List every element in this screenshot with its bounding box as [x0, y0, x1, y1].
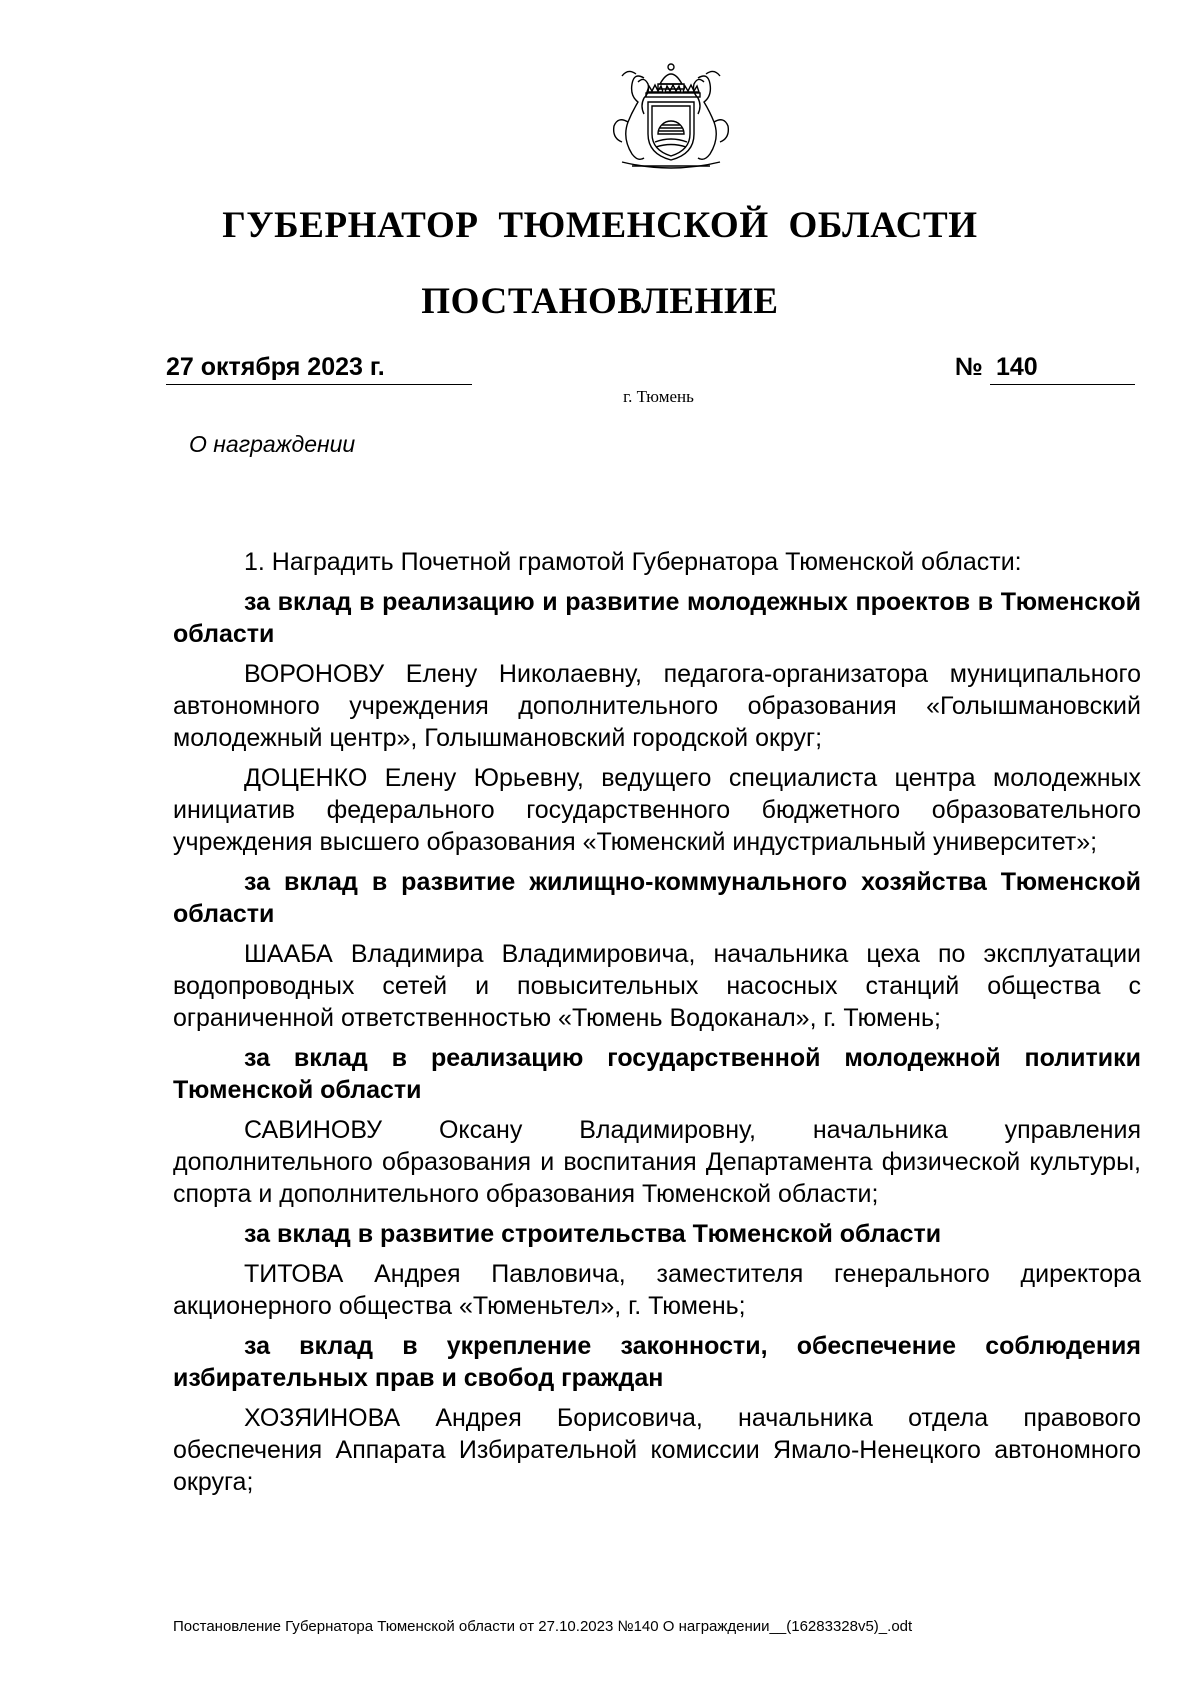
number-label: № — [955, 353, 983, 381]
issuing-authority: ГУБЕРНАТОР ТЮМЕНСКОЙ ОБЛАСТИ — [222, 205, 978, 246]
awardee-paragraph: ТИТОВА Андрея Павловича, заместителя генерального директора акционерного общества «Тюменьтел», г. Тюмень; — [173, 1260, 1141, 1320]
awardee-paragraph: ХОЗЯИНОВА Андрея Борисовича, начальника отдела правового обеспечения Аппарата Избирательной комиссии Ямало-Ненецкого автономного округа; — [173, 1404, 1141, 1496]
section-heading: за вклад в развитие жилищно-коммунального хозяйства Тюменской области — [173, 868, 1141, 928]
section-heading: за вклад в реализацию государственной молодежной политики Тюменской области — [173, 1044, 1141, 1104]
city: г. Тюмень — [623, 387, 694, 406]
document-subject: О награждении — [189, 431, 356, 457]
section-heading: за вклад в развитие строительства Тюменской области — [244, 1220, 942, 1248]
document-body — [173, 546, 1141, 1506]
file-footer: Постановление Губернатора Тюменской области от 27.10.2023 №140 О награждении__(16283328v5)_.odt — [173, 1618, 913, 1635]
section-heading: за вклад в укрепление законности, обеспечение соблюдения избирательных прав и свобод граждан — [173, 1332, 1141, 1392]
document-number: 140 — [990, 352, 1135, 385]
section-heading: за вклад в реализацию и развитие молодежных проектов в Тюменской области — [173, 588, 1141, 648]
document-type: ПОСТАНОВЛЕНИЕ — [421, 281, 779, 322]
awardee-paragraph: ВОРОНОВУ Елену Николаевну, педагога-организатора муниципального автономного учреждения дополнительного образования «Голышмановский молодежный центр», Голышмановский городской округ; — [173, 660, 1141, 752]
awardee-paragraph: ДОЦЕНКО Елену Юрьевну, ведущего специалиста центра молодежных инициатив федерального государственного бюджетного образовательного учреждения высшего образования «Тюменский индустриальный университет»; — [173, 764, 1141, 856]
award-clause: 1. Наградить Почетной грамотой Губернатора Тюменской области: — [244, 548, 1022, 576]
awardee-paragraph: САВИНОВУ Оксану Владимировну, начальника управления дополнительного образования и воспитания Департамента физической культуры, спорта и дополнительного образования Тюменской области; — [173, 1116, 1141, 1208]
coat-of-arms-icon — [592, 62, 750, 172]
document-date: 27 октября 2023 г. — [166, 352, 472, 385]
awardee-paragraph: ШААБА Владимира Владимировича, начальника цеха по эксплуатации водопроводных сетей и повысительных насосных станций общества с ограниченной ответственностью «Тюмень Водоканал», г. Тюмень; — [173, 940, 1141, 1032]
